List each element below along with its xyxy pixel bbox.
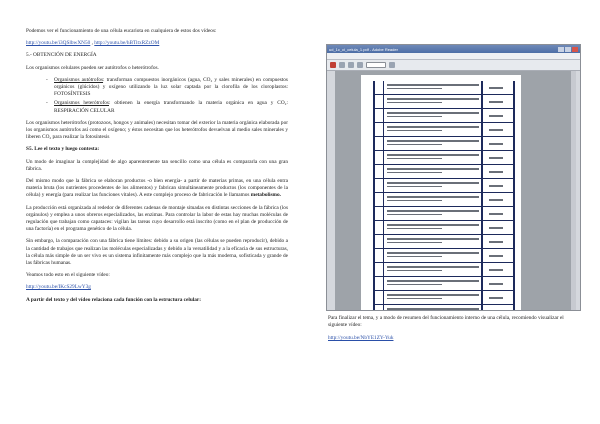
window-controls <box>558 47 578 52</box>
save-icon <box>339 62 345 68</box>
row-number-cell <box>375 81 384 94</box>
row-number-cell <box>375 207 384 220</box>
organism-types-list <box>54 77 288 115</box>
row-structure-cell <box>481 291 513 304</box>
section5-intro: Los organismos celulares pueden ser autótrofos o heterótrofos. <box>26 64 159 71</box>
table-row <box>375 165 513 179</box>
list-item-autotrofos <box>54 77 288 99</box>
table-row <box>375 221 513 235</box>
s5-paragraph-4: Sin embargo, la comparación con una fábrica tiene límites: debido a su origen (las células se pueden reproducir), debido a la cantidad de trabajos que realizan las moléculas especializadas y debido a la versatilidad y a la eficacia de sus estructuras, la célula más simple de un ser vivo es un sistema infinitamente más complejo que la más moderna, sofisticada y grande de las fábricas humanas. <box>26 238 288 267</box>
row-number-cell <box>375 109 384 122</box>
close-icon <box>572 47 578 52</box>
table-row <box>375 179 513 193</box>
link-separator: , <box>90 40 95 47</box>
row-function-cell <box>387 210 479 217</box>
row-structure-cell <box>481 179 513 192</box>
right-column <box>328 315 578 349</box>
autotrofos-term: Organismos autótrofos <box>54 76 104 83</box>
table-row <box>375 193 513 207</box>
table-row <box>375 263 513 277</box>
table-row <box>375 151 513 165</box>
row-function-cell <box>387 154 479 161</box>
pdf-page <box>361 75 521 310</box>
row-function-cell <box>387 266 479 273</box>
row-number-cell <box>375 221 384 234</box>
row-structure-cell <box>481 235 513 248</box>
row-number-cell <box>375 193 384 206</box>
row-structure-cell <box>481 221 513 234</box>
row-structure-cell <box>481 95 513 108</box>
table-row <box>375 109 513 123</box>
row-function-cell <box>387 182 479 189</box>
row-number-cell <box>375 235 384 248</box>
window-title: ud_1c_ci_celula_1.pdf - Adobe Reader <box>329 46 398 52</box>
summary-link-para <box>328 335 578 342</box>
row-number-cell <box>375 305 384 311</box>
s5-paragraph-3: La producción está organizada al rededor de diferentes cadenas de montaje situadas en distintas secciones de la fábrica (los orgánulos) y emplea a unos obreros especializados, las enzimas. Para controlar la labor de estas hay muchas moléculas de regulación que trabajan como capataces: vigilan las tareas cuyo desarrollo está inscrito (como en el plan de producción de una factoría) en el programa genético de la célula. <box>26 204 288 233</box>
row-structure-cell <box>481 165 513 178</box>
left-column <box>26 28 288 309</box>
row-structure-cell <box>481 137 513 150</box>
table-row <box>375 81 513 95</box>
row-number-cell <box>375 179 384 192</box>
section5-title: 5.- OBTENCIÓN DE ENERGÍA <box>26 52 97 59</box>
video-link-3[interactable]: http://youtu.be/IKcS29LwY3g <box>26 284 91 291</box>
row-function-cell <box>387 140 479 147</box>
row-function-cell <box>387 112 479 119</box>
row-number-cell <box>375 291 384 304</box>
row-function-cell <box>387 98 479 105</box>
table-row <box>375 249 513 263</box>
row-structure-cell <box>481 151 513 164</box>
summary-paragraph: Para finalizar el tema, y a modo de resumen del funcionamiento interno de una célula, recomiendo visualizar el siguiente vídeo: <box>328 315 564 329</box>
s5-title: S5. Lee el texto y luego contesta: <box>26 146 100 153</box>
reader-toolbar <box>327 60 580 71</box>
s5-paragraph-1: Un modo de imaginar la complejidad de algo aparentemente tan sencillo como una célula es compararla con una gran fábrica. <box>26 158 288 172</box>
video-link-1[interactable]: http://youtu.be/i3QSlbwXN50 <box>26 40 91 47</box>
row-structure-cell <box>481 263 513 276</box>
menu-bar <box>327 53 580 60</box>
s5-paragraph-2-text: Del mismo modo que la fábrica se elaboran productos -o bien energía- a partir de materias primas, en una célula entra materia bruta (los nutrientes procedentes de los alimentos) y fabrican simultáneamente productos (los componentes de la célula) y energía (para realizar las funciones vitales). A este complejo proceso de fabricación le llamamos <box>26 178 288 199</box>
question-text: A partir del texto y del vídeo relaciona cada función con la estructura celular: <box>26 296 202 303</box>
row-structure-cell <box>481 277 513 290</box>
video-intro: Veamos todo esto en el siguiente vídeo: <box>26 272 110 279</box>
document-viewer <box>335 71 576 310</box>
row-number-cell <box>375 263 384 276</box>
s5-paragraph-2 <box>26 178 288 200</box>
viewer-scrollbar <box>571 71 576 310</box>
table-row <box>375 95 513 109</box>
table-row <box>375 137 513 151</box>
row-function-cell <box>387 196 479 203</box>
row-number-cell <box>375 249 384 262</box>
intro-paragraph: Podemos ver el funcionamiento de una célula eucariota en cualquiera de estos dos vídeos: <box>26 28 217 34</box>
summary-video-link[interactable]: http://youtu.be/NbYE1ZY-Yuk <box>328 335 394 342</box>
row-number-cell <box>375 137 384 150</box>
row-function-cell <box>387 238 479 245</box>
function-structure-table <box>373 81 515 310</box>
row-function-cell <box>387 308 479 311</box>
heterotrofos-text: : obtienen la energía transformando la materia orgánica en agua y CO₂: RESPIRACIÓN CELULAR <box>54 100 288 114</box>
table-row <box>375 291 513 305</box>
table-row <box>375 123 513 137</box>
row-function-cell <box>387 126 479 133</box>
table-row <box>375 235 513 249</box>
row-structure-cell <box>481 81 513 94</box>
row-number-cell <box>375 151 384 164</box>
autotrofos-text: : transforman compuestos inorgánicos (agua, CO₂ y sales minerales) en compuestos orgánicos (glúcidos) y oxígeno utilizando la luz solar captada por la clorofila de los cloroplastos: FOTOSÍNTESIS <box>54 76 288 98</box>
row-function-cell <box>387 84 479 91</box>
pdf-icon <box>330 62 336 68</box>
page-nav-icon <box>357 62 363 68</box>
row-structure-cell <box>481 249 513 262</box>
table-row <box>375 207 513 221</box>
video-link-para <box>26 284 288 291</box>
window-titlebar <box>327 45 580 53</box>
video-link-2[interactable]: http://youtu.be/hBTitxRZzOM <box>94 40 160 47</box>
maximize-icon <box>565 47 571 52</box>
heterotrofos-term: Organismos heterótrofos <box>54 100 109 107</box>
row-function-cell <box>387 224 479 231</box>
row-structure-cell <box>481 123 513 136</box>
row-structure-cell <box>481 207 513 220</box>
zoom-field <box>366 62 386 68</box>
video-links <box>26 40 288 47</box>
row-number-cell <box>375 123 384 136</box>
row-function-cell <box>387 280 479 287</box>
minimize-icon <box>558 47 564 52</box>
row-number-cell <box>375 95 384 108</box>
table-row <box>375 305 513 311</box>
row-number-cell <box>375 165 384 178</box>
row-structure-cell <box>481 109 513 122</box>
table-row <box>375 277 513 291</box>
adobe-reader-screenshot <box>326 44 581 311</box>
row-structure-cell <box>481 193 513 206</box>
row-number-cell <box>375 277 384 290</box>
row-structure-cell <box>481 305 513 311</box>
row-function-cell <box>387 252 479 259</box>
print-icon <box>348 62 354 68</box>
row-function-cell <box>387 294 479 301</box>
section5-paragraph: Los organismos heterótrofos (protozoos, hongos y animales) necesitan tomar del exterior la materia orgánica elaborada por los organismos autótrofos así como el oxígeno; y éstos necesitan que los heterótrofos devuelvan al medio sales minerales y liberen CO₂ para realizar la fotosíntesis <box>26 119 288 141</box>
metabolismo-term: metabolismo. <box>250 192 281 199</box>
row-function-cell <box>387 168 479 175</box>
tools-icon <box>389 62 395 68</box>
list-item-heterotrofos <box>54 100 288 114</box>
